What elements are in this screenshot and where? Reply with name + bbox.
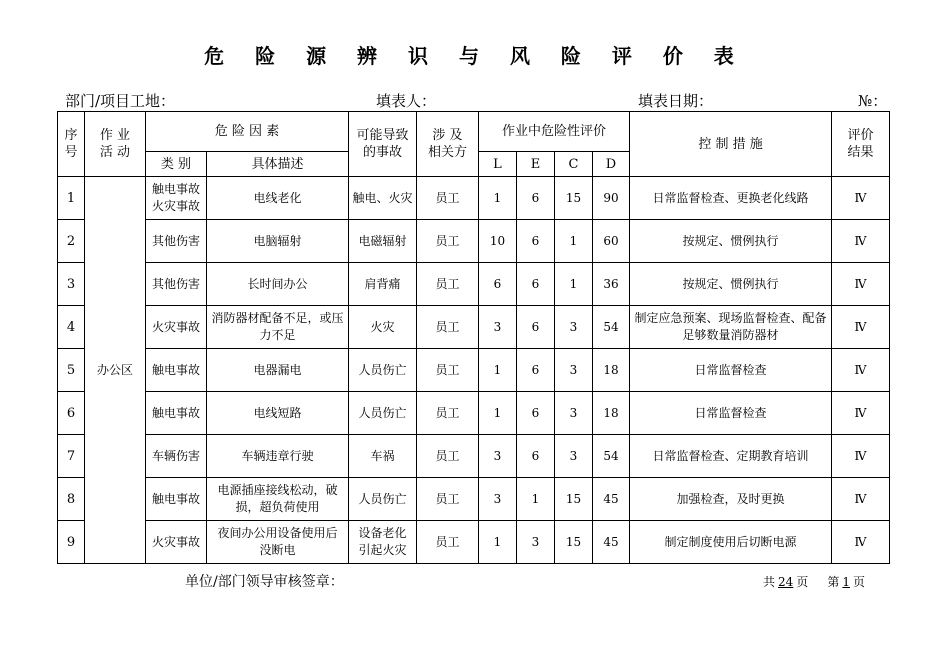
row-number: 1 xyxy=(58,177,85,220)
row-D: 18 xyxy=(593,349,630,392)
row-accident: 电磁辐射 xyxy=(349,220,417,263)
header-D: D xyxy=(593,152,630,177)
row-number: 5 xyxy=(58,349,85,392)
row-category: 其他伤害 xyxy=(146,263,207,306)
row-C: 1 xyxy=(555,263,593,306)
row-result: Ⅳ xyxy=(832,521,890,564)
row-E: 6 xyxy=(517,263,555,306)
row-party: 员工 xyxy=(417,220,479,263)
row-control: 加强检查，及时更换 xyxy=(630,478,832,521)
row-C: 15 xyxy=(555,478,593,521)
row-L: 3 xyxy=(479,435,517,478)
row-accident: 火灾 xyxy=(349,306,417,349)
row-party: 员工 xyxy=(417,177,479,220)
activity-cell: 办公区 xyxy=(85,177,146,564)
row-party: 员工 xyxy=(417,349,479,392)
row-accident: 人员伤亡 xyxy=(349,392,417,435)
row-L: 1 xyxy=(479,349,517,392)
table-row xyxy=(58,263,890,306)
row-category: 火灾事故 xyxy=(146,521,207,564)
row-D: 18 xyxy=(593,392,630,435)
row-E: 1 xyxy=(517,478,555,521)
table-row xyxy=(58,435,890,478)
number-label: №： xyxy=(858,92,888,110)
header-C: C xyxy=(555,152,593,177)
row-result: Ⅳ xyxy=(832,177,890,220)
row-category: 车辆伤害 xyxy=(146,435,207,478)
pages-prefix: 共 xyxy=(763,575,776,589)
row-control: 按规定、惯例执行 xyxy=(630,220,832,263)
row-control: 日常监督检查、定期教育培训 xyxy=(630,435,832,478)
row-L: 1 xyxy=(479,392,517,435)
row-E: 6 xyxy=(517,220,555,263)
row-D: 36 xyxy=(593,263,630,306)
row-party: 员工 xyxy=(417,392,479,435)
row-accident: 人员伤亡 xyxy=(349,478,417,521)
row-accident: 设备老化 引起火灾 xyxy=(349,521,417,564)
row-D: 90 xyxy=(593,177,630,220)
row-accident: 肩背痛 xyxy=(349,263,417,306)
pages-mid: 页 xyxy=(796,575,809,589)
row-number: 4 xyxy=(58,306,85,349)
row-C: 3 xyxy=(555,349,593,392)
header-evaluation: 作业中危险性评价 xyxy=(479,112,630,152)
row-description: 车辆违章行驶 xyxy=(207,435,349,478)
row-party: 员工 xyxy=(417,478,479,521)
date-label: 填表日期： xyxy=(638,92,714,110)
row-party: 员工 xyxy=(417,263,479,306)
row-L: 3 xyxy=(479,478,517,521)
row-accident: 车祸 xyxy=(349,435,417,478)
row-L: 6 xyxy=(479,263,517,306)
row-control: 日常监督检查 xyxy=(630,349,832,392)
row-result: Ⅳ xyxy=(832,263,890,306)
row-number: 8 xyxy=(58,478,85,521)
page-title: 危 险 源 辨 识 与 风 险 评 价 表 xyxy=(204,44,746,68)
header-activity: 作 业 活 动 xyxy=(85,112,146,177)
row-C: 3 xyxy=(555,392,593,435)
row-control: 日常监督检查 xyxy=(630,392,832,435)
table-row xyxy=(58,177,890,220)
row-E: 6 xyxy=(517,306,555,349)
row-C: 15 xyxy=(555,521,593,564)
header-category: 类 别 xyxy=(146,152,207,177)
page-info xyxy=(763,573,865,590)
row-description: 电线老化 xyxy=(207,177,349,220)
table-body xyxy=(58,177,890,564)
table-row xyxy=(58,521,890,564)
row-control: 按规定、惯例执行 xyxy=(630,263,832,306)
row-category: 火灾事故 xyxy=(146,306,207,349)
row-D: 45 xyxy=(593,521,630,564)
row-D: 54 xyxy=(593,306,630,349)
row-description: 电脑辐射 xyxy=(207,220,349,263)
row-party: 员工 xyxy=(417,306,479,349)
header-hazard: 危 险 因 素 xyxy=(146,112,349,152)
row-E: 6 xyxy=(517,392,555,435)
row-control: 日常监督检查、更换老化线路 xyxy=(630,177,832,220)
row-result: Ⅳ xyxy=(832,306,890,349)
header-description: 具体描述 xyxy=(207,152,349,177)
header-control: 控 制 措 施 xyxy=(630,112,832,177)
row-number: 6 xyxy=(58,392,85,435)
row-category: 其他伤害 xyxy=(146,220,207,263)
row-category: 触电事故 火灾事故 xyxy=(146,177,207,220)
filler-label: 填表人： xyxy=(376,92,437,110)
row-category: 触电事故 xyxy=(146,392,207,435)
table-row xyxy=(58,306,890,349)
row-number: 9 xyxy=(58,521,85,564)
row-result: Ⅳ xyxy=(832,349,890,392)
row-D: 45 xyxy=(593,478,630,521)
page-suffix: 页 xyxy=(853,575,866,589)
row-D: 54 xyxy=(593,435,630,478)
row-C: 1 xyxy=(555,220,593,263)
row-result: Ⅳ xyxy=(832,478,890,521)
row-E: 6 xyxy=(517,435,555,478)
row-party: 员工 xyxy=(417,435,479,478)
hazard-table xyxy=(57,111,890,564)
row-number: 3 xyxy=(58,263,85,306)
row-result: Ⅳ xyxy=(832,220,890,263)
row-party: 员工 xyxy=(417,521,479,564)
header-related-party: 涉 及 相关方 xyxy=(417,112,479,177)
row-category: 触电事故 xyxy=(146,478,207,521)
header-E: E xyxy=(517,152,555,177)
header-result: 评价 结果 xyxy=(832,112,890,177)
row-number: 7 xyxy=(58,435,85,478)
row-C: 3 xyxy=(555,435,593,478)
row-L: 3 xyxy=(479,306,517,349)
row-result: Ⅳ xyxy=(832,435,890,478)
dept-label: 部门/项目工地： xyxy=(65,92,176,110)
row-L: 1 xyxy=(479,177,517,220)
row-E: 3 xyxy=(517,521,555,564)
row-description: 夜间办公用设备使用后 没断电 xyxy=(207,521,349,564)
row-D: 60 xyxy=(593,220,630,263)
row-E: 6 xyxy=(517,349,555,392)
row-result: Ⅳ xyxy=(832,392,890,435)
row-control: 制定应急预案、现场监督检查、配备 足够数量消防器材 xyxy=(630,306,832,349)
row-accident: 触电、火灾 xyxy=(349,177,417,220)
row-description: 消防器材配备不足，或压 力不足 xyxy=(207,306,349,349)
table-row xyxy=(58,392,890,435)
row-description: 电线短路 xyxy=(207,392,349,435)
row-L: 1 xyxy=(479,521,517,564)
header-possible-accident: 可能导致 的事故 xyxy=(349,112,417,177)
header-L: L xyxy=(479,152,517,177)
row-description: 电器漏电 xyxy=(207,349,349,392)
row-accident: 人员伤亡 xyxy=(349,349,417,392)
row-control: 制定制度使用后切断电源 xyxy=(630,521,832,564)
table-row xyxy=(58,220,890,263)
page-current: 1 xyxy=(842,575,851,589)
table-row xyxy=(58,349,890,392)
row-number: 2 xyxy=(58,220,85,263)
row-L: 10 xyxy=(479,220,517,263)
row-description: 长时间办公 xyxy=(207,263,349,306)
row-C: 15 xyxy=(555,177,593,220)
table-row xyxy=(58,478,890,521)
signature-label: 单位/部门领导审核签章： xyxy=(185,574,344,590)
header-seq: 序 号 xyxy=(58,112,85,177)
row-description: 电源插座接线松动，破 损，超负荷使用 xyxy=(207,478,349,521)
page-prefix: 第 xyxy=(827,575,840,589)
row-C: 3 xyxy=(555,306,593,349)
row-E: 6 xyxy=(517,177,555,220)
row-category: 触电事故 xyxy=(146,349,207,392)
pages-total: 24 xyxy=(778,575,794,589)
